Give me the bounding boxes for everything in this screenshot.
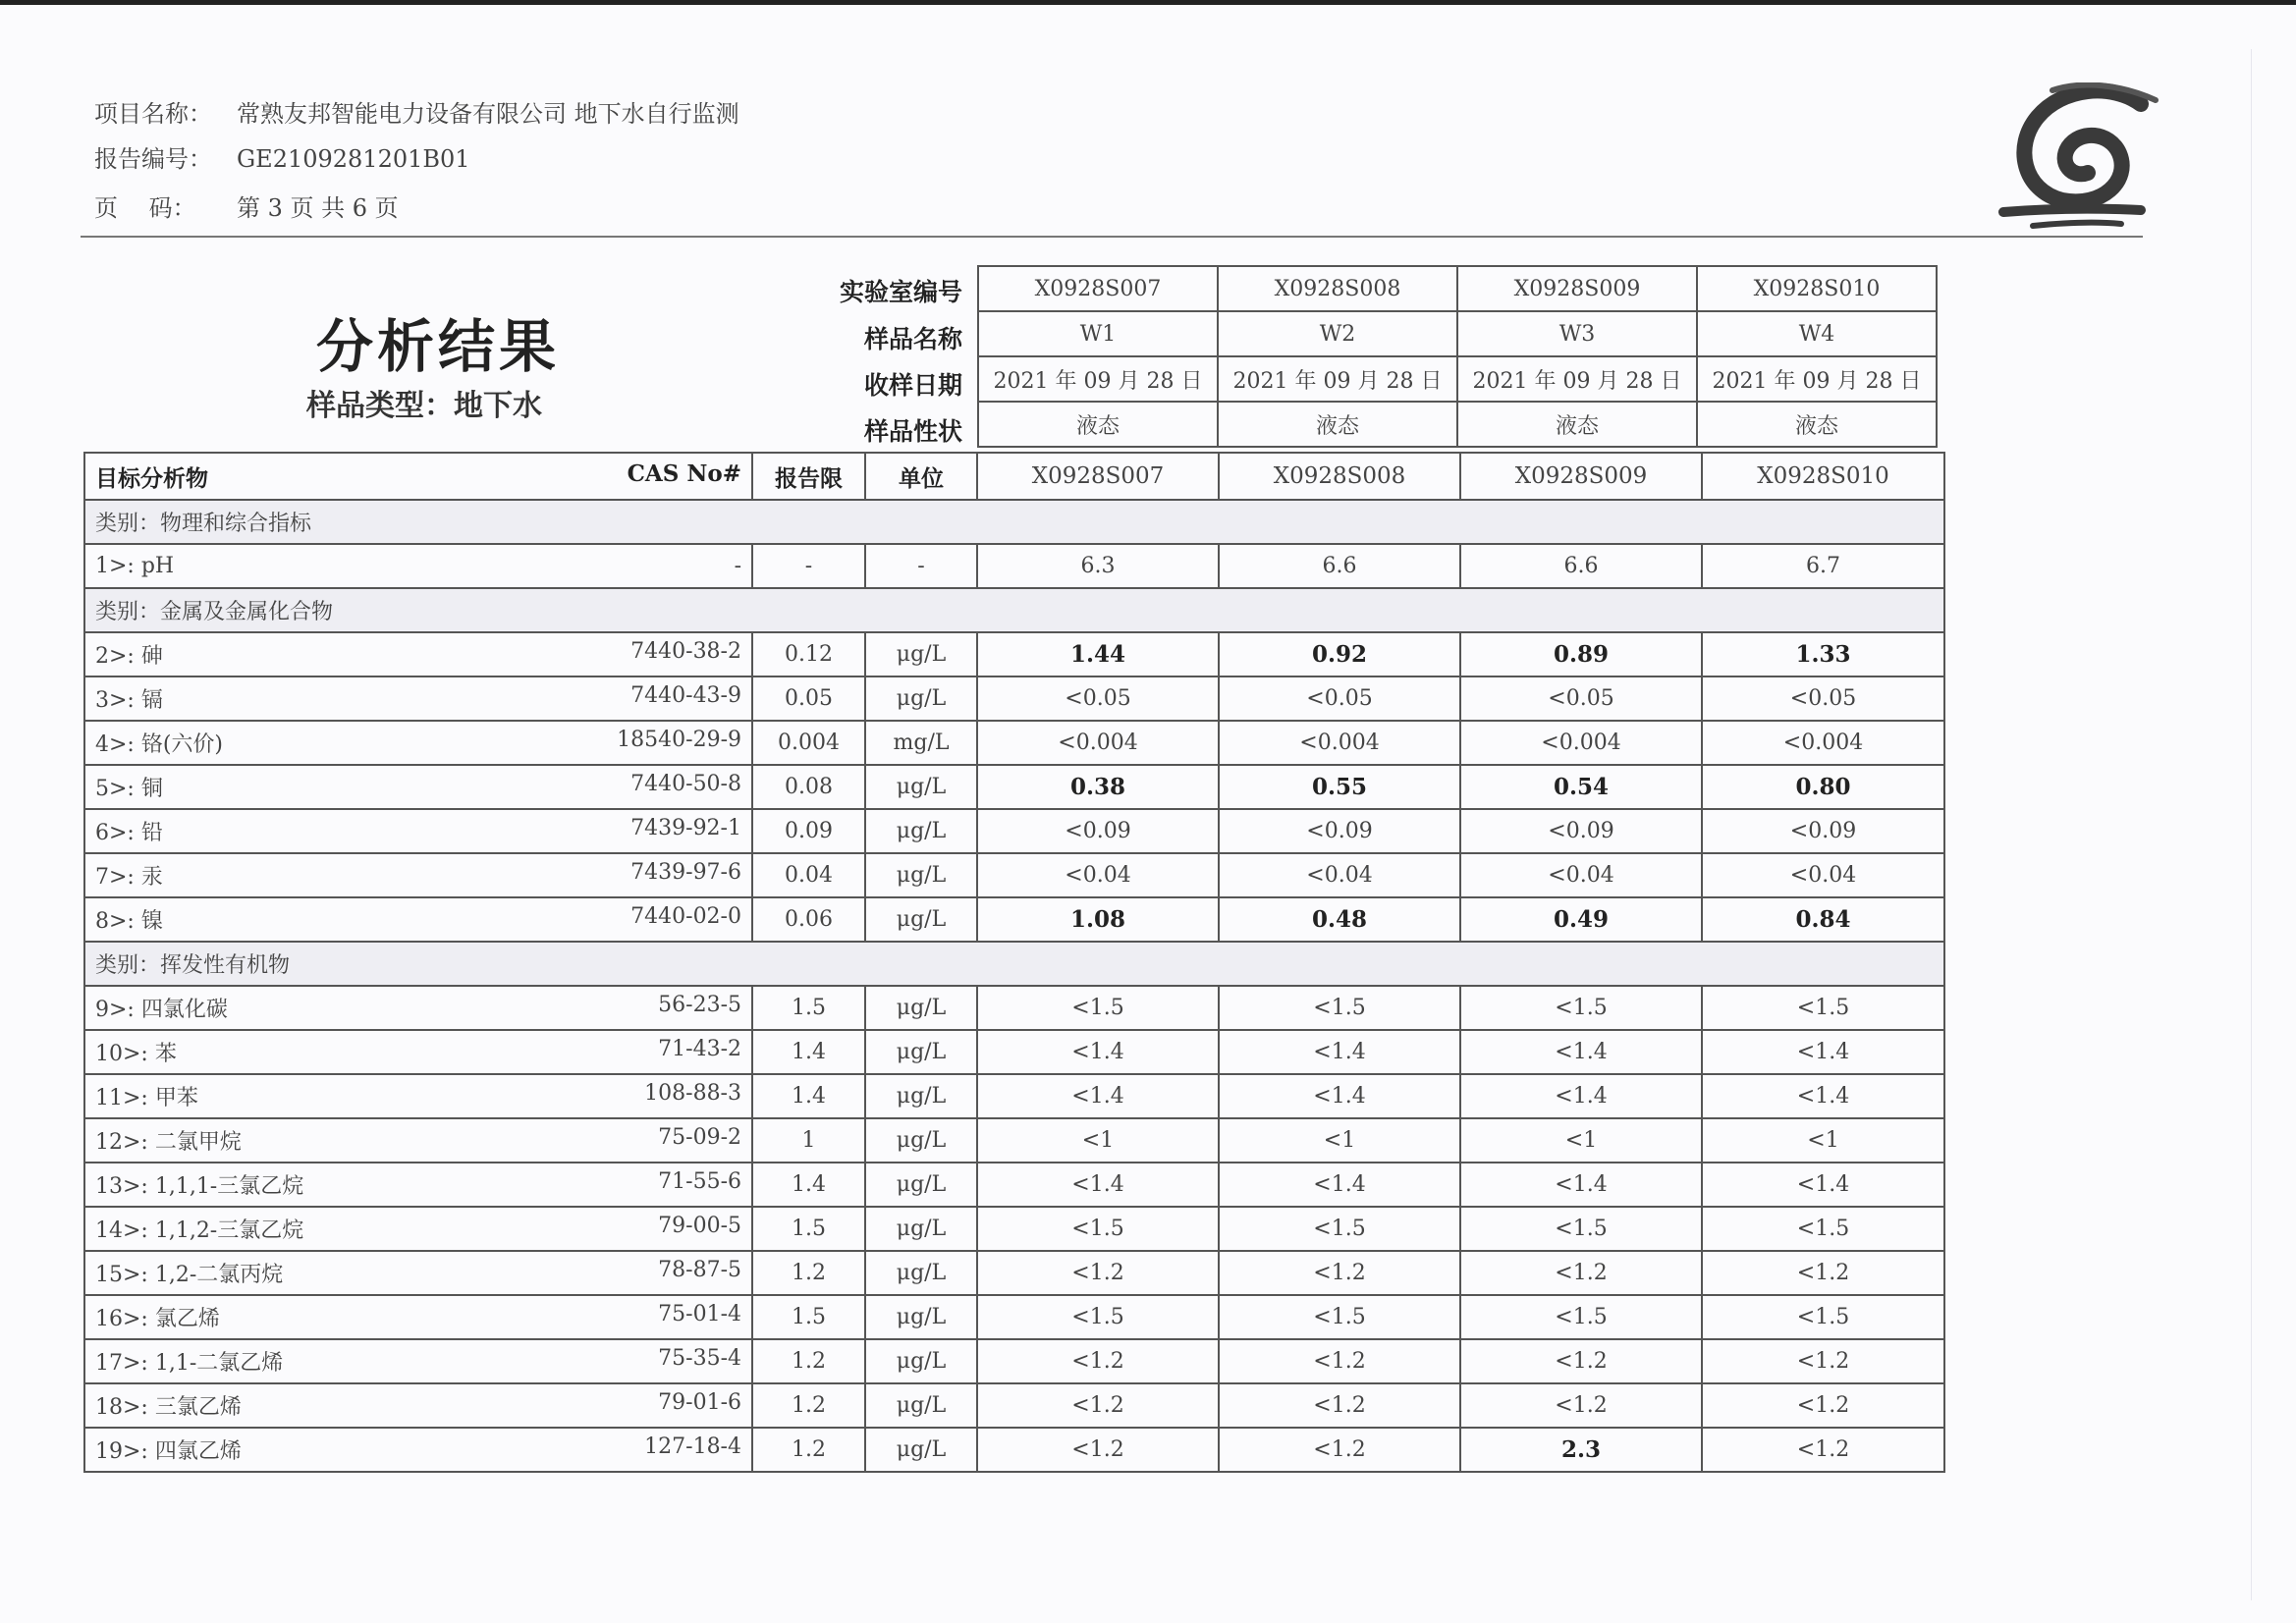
- analyte-cell: [84, 544, 752, 588]
- unit: μg/L: [865, 897, 977, 942]
- result-value: <0.05: [1702, 676, 1944, 721]
- analyte-cell: [84, 1207, 752, 1251]
- result-value: <1.5: [1219, 1295, 1460, 1339]
- table-row: [84, 1074, 1944, 1118]
- analyte-cell: [84, 721, 752, 765]
- result-value: 0.89: [1460, 632, 1702, 676]
- unit: μg/L: [865, 1295, 977, 1339]
- result-value: <1.4: [1460, 1030, 1702, 1074]
- report-limit: 0.06: [752, 897, 865, 942]
- unit: μg/L: [865, 1163, 977, 1207]
- table-row: [84, 676, 1944, 721]
- report-limit: -: [752, 544, 865, 588]
- result-value: <0.09: [1460, 809, 1702, 853]
- lab-id-cell: X0928S008: [1218, 266, 1457, 311]
- table-row: [84, 1251, 1944, 1295]
- cas-number: 71-43-2: [658, 1037, 741, 1061]
- unit: μg/L: [865, 632, 977, 676]
- analyte-cell: [84, 897, 752, 942]
- report-limit: 1.2: [752, 1428, 865, 1472]
- unit: μg/L: [865, 1118, 977, 1163]
- category-label: 类别：物理和综合指标: [84, 500, 1944, 544]
- receive-date-cell: 2021 年 09 月 28 日: [1218, 356, 1457, 402]
- analyte-header: [84, 453, 752, 500]
- analyte-name: 12>: 二氯甲烷: [95, 1130, 242, 1155]
- analyte-name: 17>: 1,1-二氯乙烯: [95, 1351, 284, 1376]
- report-limit: 1.2: [752, 1339, 865, 1383]
- result-value: 0.80: [1702, 765, 1944, 809]
- top-rule: [0, 0, 2296, 5]
- result-value: 1.44: [977, 632, 1219, 676]
- analyte-name: 13>: 1,1,1-三氯乙烷: [95, 1174, 304, 1199]
- analyte-name: 3>: 镉: [95, 688, 163, 713]
- unit: mg/L: [865, 721, 977, 765]
- analyte-name: 11>: 甲苯: [95, 1086, 198, 1110]
- result-value: 6.7: [1702, 544, 1944, 588]
- table-row: [84, 1030, 1944, 1074]
- analyte-cell: [84, 1428, 752, 1472]
- unit: μg/L: [865, 809, 977, 853]
- result-value: <0.05: [977, 676, 1219, 721]
- table-row: [84, 632, 1944, 676]
- result-value: <0.04: [1219, 853, 1460, 897]
- analyte-name: 15>: 1,2-二氯丙烷: [95, 1263, 284, 1287]
- analyte-cell: [84, 1339, 752, 1383]
- result-value: <1.2: [1460, 1251, 1702, 1295]
- sample-header-1: X0928S007: [977, 453, 1219, 500]
- table-header-row: [84, 453, 1944, 500]
- sample-name-label: 样品名称: [863, 325, 962, 353]
- result-value: <1: [1460, 1118, 1702, 1163]
- sample-state-cell: 液态: [1218, 402, 1457, 447]
- report-limit: 1.2: [752, 1251, 865, 1295]
- project-name-value: 常熟友邦智能电力设备有限公司 地下水自行监测: [237, 100, 739, 128]
- analyte-cell: [84, 632, 752, 676]
- cas-number: 108-88-3: [644, 1081, 741, 1106]
- result-value: <1.2: [1219, 1383, 1460, 1428]
- result-value: 6.6: [1460, 544, 1702, 588]
- result-value: <0.004: [1460, 721, 1702, 765]
- result-value: <1.2: [1460, 1339, 1702, 1383]
- result-value: <0.04: [1702, 853, 1944, 897]
- table-row: [84, 1295, 1944, 1339]
- result-value: 0.38: [977, 765, 1219, 809]
- report-limit: 1.4: [752, 1074, 865, 1118]
- report-number: [94, 139, 470, 174]
- unit-header: 单位: [865, 453, 977, 500]
- result-value: <1.5: [977, 1207, 1219, 1251]
- receive-date-cell: 2021 年 09 月 28 日: [978, 356, 1218, 402]
- result-value: <1.5: [977, 1295, 1219, 1339]
- analyte-name: 10>: 苯: [95, 1042, 177, 1066]
- unit: μg/L: [865, 853, 977, 897]
- analyte-cell: [84, 1295, 752, 1339]
- cas-number: 71-55-6: [658, 1169, 741, 1194]
- cas-number: 7439-97-6: [630, 860, 741, 885]
- sample-state-label: 样品性状: [863, 417, 962, 446]
- result-value: <1.2: [1219, 1428, 1460, 1472]
- cas-number: 75-01-4: [658, 1302, 741, 1326]
- result-value: <0.04: [977, 853, 1219, 897]
- table-row: [84, 1118, 1944, 1163]
- result-value: <1.4: [977, 1030, 1219, 1074]
- result-value: <1.5: [1219, 1207, 1460, 1251]
- analyte-name: 8>: 镍: [95, 909, 163, 934]
- cas-number: 7440-50-8: [630, 772, 741, 796]
- cas-number: 7440-43-9: [630, 683, 741, 708]
- report-limit: 1.5: [752, 986, 865, 1030]
- result-value: 2.3: [1460, 1428, 1702, 1472]
- result-value: <1.2: [1702, 1339, 1944, 1383]
- sample-name-cell: W4: [1697, 311, 1937, 356]
- unit: μg/L: [865, 1251, 977, 1295]
- unit: μg/L: [865, 1074, 977, 1118]
- table-row: [84, 986, 1944, 1030]
- result-value: 1.08: [977, 897, 1219, 942]
- analyte-cell: [84, 765, 752, 809]
- report-limit: 0.05: [752, 676, 865, 721]
- category-label: 类别：金属及金属化合物: [84, 588, 1944, 632]
- result-value: 0.84: [1702, 897, 1944, 942]
- unit: μg/L: [865, 676, 977, 721]
- report-limit: 1.4: [752, 1163, 865, 1207]
- lab-id-cell: X0928S007: [978, 266, 1218, 311]
- sample-header-4: X0928S010: [1702, 453, 1944, 500]
- receive-date-row: [978, 356, 1937, 402]
- result-value: <0.004: [1219, 721, 1460, 765]
- sample-type: 样品类型：地下水: [306, 389, 542, 423]
- table-row: [84, 721, 1944, 765]
- project-name-label: 项目名称：: [94, 100, 212, 128]
- result-value: <1.2: [977, 1428, 1219, 1472]
- project-name: [94, 94, 739, 129]
- analyte-cell: [84, 1383, 752, 1428]
- result-value: <1.4: [977, 1163, 1219, 1207]
- unit: -: [865, 544, 977, 588]
- result-value: <1.4: [1219, 1030, 1460, 1074]
- analyte-name: 5>: 铜: [95, 777, 163, 801]
- result-value: <1.5: [1460, 1207, 1702, 1251]
- report-limit: 1.5: [752, 1295, 865, 1339]
- result-value: <1.2: [1219, 1339, 1460, 1383]
- result-value: 0.92: [1219, 632, 1460, 676]
- table-row: [84, 765, 1944, 809]
- result-value: <1.4: [1219, 1074, 1460, 1118]
- cas-number: 56-23-5: [658, 993, 741, 1017]
- category-label: 类别：挥发性有机物: [84, 942, 1944, 986]
- result-value: <1.2: [977, 1339, 1219, 1383]
- result-value: <1.2: [977, 1383, 1219, 1428]
- result-value: <1.5: [1460, 986, 1702, 1030]
- report-number-label: 报告编号：: [94, 145, 212, 173]
- result-value: <1.4: [1702, 1074, 1944, 1118]
- sample-state-cell: 液态: [1697, 402, 1937, 447]
- analyte-name: 9>: 四氯化碳: [95, 998, 228, 1022]
- cas-number: 79-01-6: [658, 1390, 741, 1415]
- result-value: 0.55: [1219, 765, 1460, 809]
- table-row: [84, 853, 1944, 897]
- result-value: <0.004: [977, 721, 1219, 765]
- result-value: <1.5: [1460, 1295, 1702, 1339]
- result-value: <1.4: [1219, 1163, 1460, 1207]
- sample-header-3: X0928S009: [1460, 453, 1702, 500]
- table-row: [84, 1163, 1944, 1207]
- sample-state-cell: 液态: [1457, 402, 1697, 447]
- result-value: <1.2: [1702, 1383, 1944, 1428]
- result-value: <1: [977, 1118, 1219, 1163]
- result-value: 1.33: [1702, 632, 1944, 676]
- analyte-cell: [84, 1163, 752, 1207]
- analyte-name: 1>: pH: [95, 554, 175, 578]
- result-value: <1.5: [1702, 1295, 1944, 1339]
- report-limit: 0.08: [752, 765, 865, 809]
- analyte-cell: [84, 986, 752, 1030]
- result-value: <1.5: [1702, 986, 1944, 1030]
- sample-name-cell: W1: [978, 311, 1218, 356]
- result-value: <1.5: [977, 986, 1219, 1030]
- header-divider: [81, 236, 2143, 238]
- unit: μg/L: [865, 765, 977, 809]
- report-limit: 1.4: [752, 1030, 865, 1074]
- table-row: [84, 1383, 1944, 1428]
- category-row: [84, 500, 1944, 544]
- result-value: <0.09: [1219, 809, 1460, 853]
- report-limit: 0.09: [752, 809, 865, 853]
- result-value: <0.09: [1702, 809, 1944, 853]
- sample-name-cell: W3: [1457, 311, 1697, 356]
- result-value: <1.4: [977, 1074, 1219, 1118]
- analyte-name: 14>: 1,1,2-三氯乙烷: [95, 1218, 304, 1243]
- result-value: <1.4: [1702, 1030, 1944, 1074]
- receive-date-cell: 2021 年 09 月 28 日: [1457, 356, 1697, 402]
- page-title: 分析结果: [316, 313, 561, 380]
- analyte-name: 6>: 铅: [95, 821, 163, 845]
- cas-number: -: [734, 554, 741, 578]
- report-limit: 0.04: [752, 853, 865, 897]
- unit: μg/L: [865, 1339, 977, 1383]
- cas-number: 75-09-2: [658, 1125, 741, 1150]
- analyte-header-label: 目标分析物: [95, 464, 208, 492]
- result-value: 6.6: [1219, 544, 1460, 588]
- cas-number: 7440-02-0: [630, 904, 741, 929]
- analyte-cell: [84, 676, 752, 721]
- result-value: 0.48: [1219, 897, 1460, 942]
- analyte-cell: [84, 1251, 752, 1295]
- result-value: <1.5: [1702, 1207, 1944, 1251]
- receive-date-cell: 2021 年 09 月 28 日: [1697, 356, 1937, 402]
- analyte-cell: [84, 809, 752, 853]
- lab-id-row: [978, 266, 1937, 311]
- lab-id-label: 实验室编号: [839, 278, 962, 306]
- cas-number: 78-87-5: [658, 1258, 741, 1282]
- sample-name-row: [978, 311, 1937, 356]
- lab-id-cell: X0928S009: [1457, 266, 1697, 311]
- analyte-cell: [84, 1074, 752, 1118]
- result-value: <1: [1702, 1118, 1944, 1163]
- result-value: <1.2: [977, 1251, 1219, 1295]
- analyte-name: 4>: 铬(六价): [95, 732, 224, 757]
- unit: μg/L: [865, 1030, 977, 1074]
- report-number-value: GE2109281201B01: [237, 145, 470, 173]
- result-value: <0.05: [1460, 676, 1702, 721]
- cas-number: 75-35-4: [658, 1346, 741, 1371]
- analyte-name: 2>: 砷: [95, 644, 163, 669]
- table-row: [84, 544, 1944, 588]
- report-limit: 1.2: [752, 1383, 865, 1428]
- unit: μg/L: [865, 986, 977, 1030]
- table-row: [84, 1207, 1944, 1251]
- table-row: [84, 809, 1944, 853]
- sample-state-cell: 液态: [978, 402, 1218, 447]
- result-value: <1.4: [1460, 1074, 1702, 1118]
- page-number: [94, 189, 399, 223]
- sample-name-cell: W2: [1218, 311, 1457, 356]
- analyte-cell: [84, 1030, 752, 1074]
- cas-number: 7439-92-1: [630, 816, 741, 840]
- result-value: <1.5: [1219, 986, 1460, 1030]
- unit: μg/L: [865, 1207, 977, 1251]
- category-row: [84, 588, 1944, 632]
- sample-meta-table: [977, 265, 1938, 448]
- category-row: [84, 942, 1944, 986]
- cas-number: 7440-38-2: [630, 639, 741, 664]
- analyte-cell: [84, 1118, 752, 1163]
- table-row: [84, 1339, 1944, 1383]
- report-limit: 0.12: [752, 632, 865, 676]
- result-value: <0.004: [1702, 721, 1944, 765]
- lab-id-cell: X0928S010: [1697, 266, 1937, 311]
- report-limit: 1.5: [752, 1207, 865, 1251]
- report-limit: 1: [752, 1118, 865, 1163]
- cas-number: 127-18-4: [644, 1434, 741, 1459]
- receive-date-label: 收样日期: [863, 371, 962, 400]
- analysis-results-table: [83, 452, 1945, 1473]
- result-value: <1.4: [1702, 1163, 1944, 1207]
- analyte-name: 7>: 汞: [95, 865, 163, 890]
- report-limit: 0.004: [752, 721, 865, 765]
- page-number-label: 页 码：: [94, 194, 196, 222]
- margin-line: [2251, 49, 2252, 1600]
- company-logo: [1994, 82, 2170, 230]
- analyte-name: 19>: 四氯乙烯: [95, 1439, 242, 1464]
- sample-state-row: [978, 402, 1937, 447]
- cas-header-label: CAS No#: [627, 460, 741, 487]
- result-value: <1: [1219, 1118, 1460, 1163]
- result-value: <1.2: [1702, 1428, 1944, 1472]
- result-value: <1.4: [1460, 1163, 1702, 1207]
- analyte-name: 16>: 氯乙烯: [95, 1307, 220, 1331]
- result-value: 6.3: [977, 544, 1219, 588]
- table-row: [84, 1428, 1944, 1472]
- result-value: <1.2: [1219, 1251, 1460, 1295]
- result-value: 0.49: [1460, 897, 1702, 942]
- unit: μg/L: [865, 1383, 977, 1428]
- table-row: [84, 897, 1944, 942]
- analyte-cell: [84, 853, 752, 897]
- result-value: <0.09: [977, 809, 1219, 853]
- page-number-value: 第 3 页 共 6 页: [237, 194, 399, 222]
- result-value: <0.04: [1460, 853, 1702, 897]
- analyte-name: 18>: 三氯乙烯: [95, 1395, 242, 1420]
- result-value: <1.2: [1702, 1251, 1944, 1295]
- result-value: 0.54: [1460, 765, 1702, 809]
- sample-header-2: X0928S008: [1219, 453, 1460, 500]
- unit: μg/L: [865, 1428, 977, 1472]
- result-value: <0.05: [1219, 676, 1460, 721]
- cas-number: 79-00-5: [658, 1214, 741, 1238]
- cas-number: 18540-29-9: [617, 728, 741, 752]
- limit-header: 报告限: [752, 453, 865, 500]
- result-value: <1.2: [1460, 1383, 1702, 1428]
